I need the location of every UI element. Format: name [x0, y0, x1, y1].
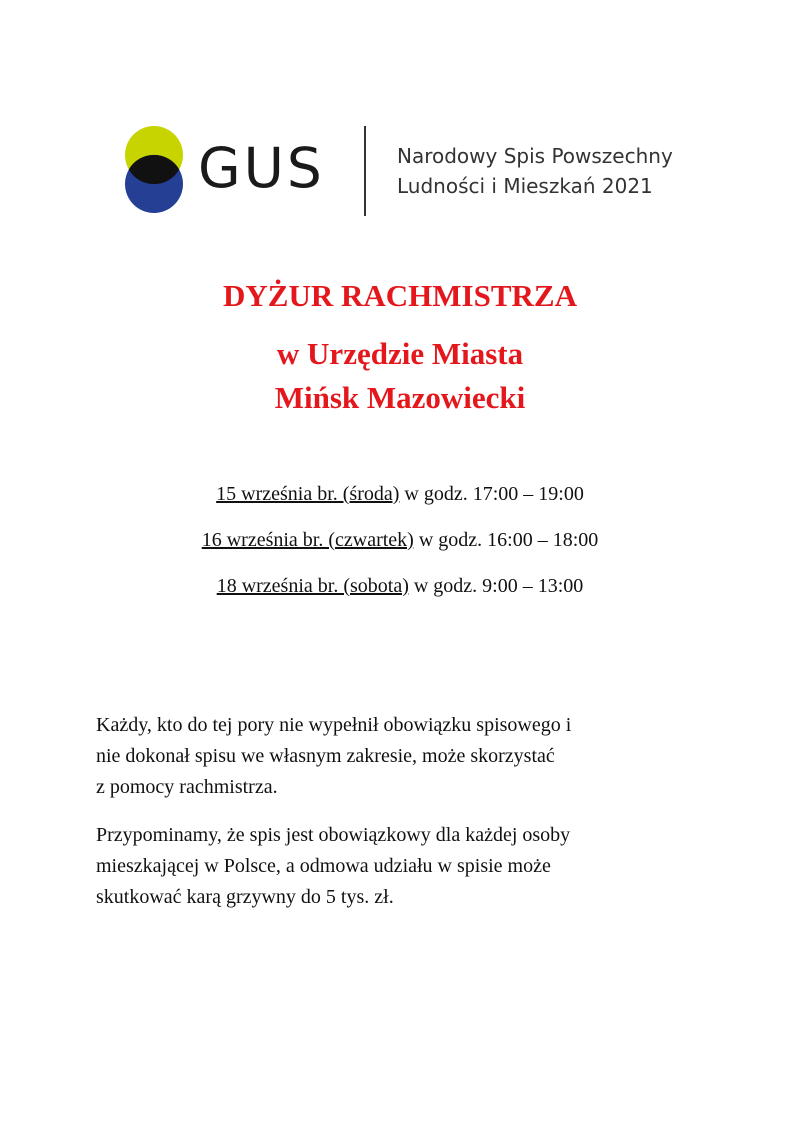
- logo-subtitle: [397, 141, 673, 201]
- location-line-1: w Urzędzie Miasta: [276, 336, 524, 371]
- reminder-paragraph: [96, 820, 716, 913]
- reminder-line: mieszkającej w Polsce, a odmowa udziału w spisie może: [96, 855, 551, 877]
- logo-separator: [364, 126, 366, 216]
- info-paragraph: [96, 710, 716, 803]
- logo-subtitle-line1: Narodowy Spis Powszechny: [397, 144, 673, 168]
- schedule-hours: w godz. 9:00 – 13:00: [408, 575, 584, 597]
- page-title: DYŻUR RACHMISTRZA: [223, 278, 577, 313]
- schedule-date: 18 września br. (sobota): [216, 575, 409, 597]
- schedule-hours: w godz. 17:00 – 19:00: [399, 483, 584, 505]
- schedule-date: 15 września br. (środa): [216, 483, 400, 505]
- reminder-line: Przypominamy, że spis jest obowiązkowy dla każdej osoby: [96, 824, 571, 846]
- gus-logo-mark: [122, 124, 186, 216]
- schedule-item: [0, 574, 800, 598]
- logo-wordmark: GUS: [198, 136, 325, 200]
- gus-logo: [122, 124, 742, 220]
- info-line: nie dokonał spisu we własnym zakresie, może skorzystać: [96, 745, 555, 767]
- schedule-item: [0, 528, 800, 552]
- info-line: Każdy, kto do tej pory nie wypełnił obowiązku spisowego i: [96, 714, 572, 736]
- logo-subtitle-line2: Ludności i Mieszkań 2021: [397, 174, 653, 198]
- schedule-hours: w godz. 16:00 – 18:00: [413, 529, 599, 551]
- schedule-date: 16 września br. (czwartek): [201, 529, 414, 551]
- location-line-2: Mińsk Mazowiecki: [274, 380, 526, 415]
- info-line: z pomocy rachmistrza.: [96, 776, 278, 798]
- reminder-line: skutkować karą grzywny do 5 tys. zł.: [96, 886, 394, 908]
- schedule-item: [0, 482, 800, 506]
- schedule-list: [0, 482, 800, 620]
